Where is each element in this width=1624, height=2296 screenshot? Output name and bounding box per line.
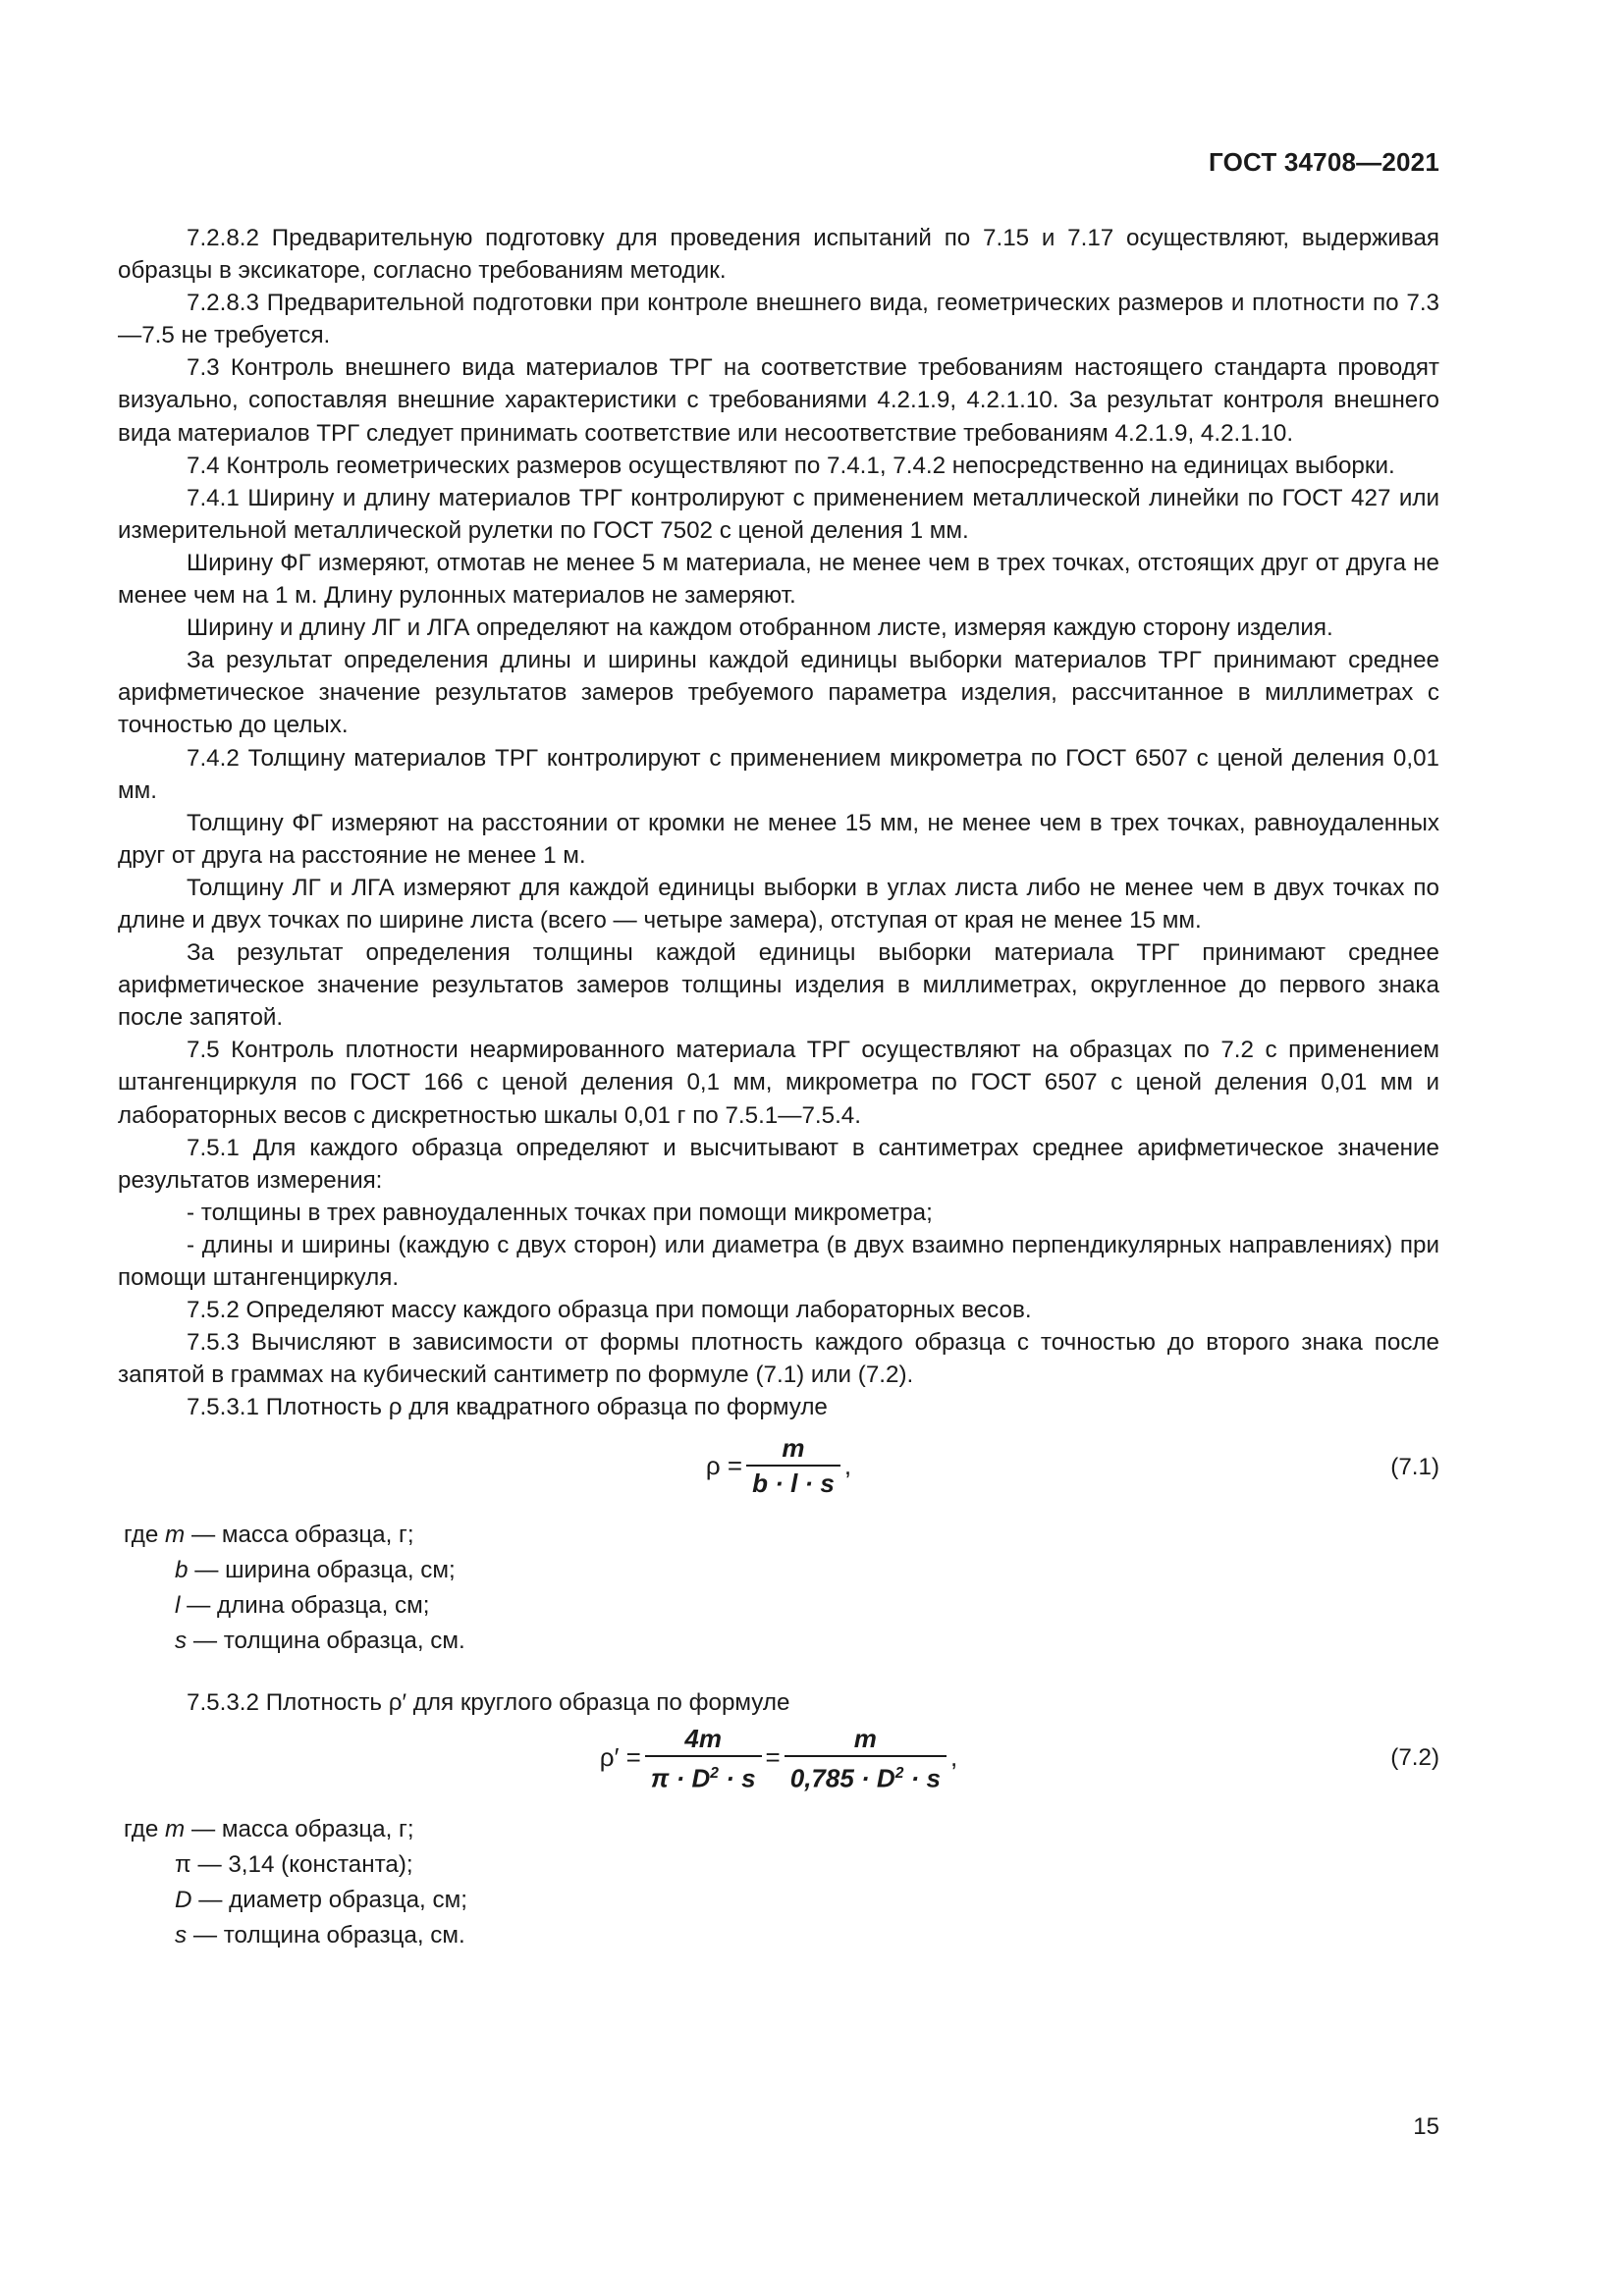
paragraph: 7.3 Контроль внешнего вида материалов ТРГ на соответствие требованиям настоящего стандарта проводят визуально, сопоставляя внешние характеристики с требованиями 4.2.1.9, 4.2.1.10. За результат контроля внешнего вида материалов ТРГ следует принимать соответствие или несоответствие требованиям 4.2.1.9, 4.2.1.10. <box>118 354 1439 447</box>
legend-desc: — масса образца, г; <box>190 1522 414 1549</box>
legend-desc: — 3,14 (константа); <box>197 1850 413 1878</box>
document-header-id: ГОСТ 34708—2021 <box>1209 147 1439 177</box>
paragraph: 7.4.2 Толщину материалов ТРГ контролируют с применением микрометра по ГОСТ 6507 с ценой деления 0,01 мм. <box>118 744 1439 804</box>
legend-7-2 <box>118 1812 1439 1953</box>
paragraph: 7.5.2 Определяют массу каждого образца при помощи лабораторных весов. <box>187 1297 1032 1324</box>
legend-symbol: D <box>175 1886 192 1913</box>
formula-lhs: ρ′ = <box>599 1742 641 1773</box>
formula-trail: , <box>843 1450 852 1480</box>
legend-row <box>118 1553 1439 1588</box>
legend-symbol: m <box>165 1815 186 1842</box>
legend-row <box>118 1624 1439 1659</box>
paragraph: 7.4 Контроль геометрических размеров осуществляют по 7.4.1, 7.4.2 непосредственно на единицах выборки. <box>187 452 1395 479</box>
legend-desc: — длина образца, см; <box>187 1592 430 1620</box>
legend-row <box>118 1918 1439 1953</box>
legend-symbol: l <box>175 1592 181 1620</box>
formula-body <box>118 1431 1439 1500</box>
legend-desc: — масса образца, г; <box>190 1815 414 1842</box>
legend-symbol: s <box>175 1628 188 1655</box>
formula-equals: = <box>765 1742 781 1773</box>
formula-body <box>118 1722 1439 1795</box>
legend-row <box>118 1883 1439 1918</box>
legend-symbol: b <box>175 1557 189 1584</box>
legend-lead: где <box>124 1815 159 1842</box>
formula-7-1 <box>118 1431 1439 1512</box>
equation-number: (7.2) <box>1390 1743 1439 1771</box>
legend-desc: — диаметр образца, см; <box>198 1886 467 1913</box>
equation-number: (7.1) <box>1390 1454 1439 1481</box>
denominator: $0,785 \cdot D^2 \cdot s$ <box>785 1755 947 1795</box>
list-item: - длины и ширины (каждую с двух сторон) или диаметра (в двух взаимно перпендикулярных направлениях) при помощи штангенциркуля. <box>118 1231 1439 1291</box>
numerator: m <box>782 1433 805 1464</box>
denominator: $\pi \cdot D^2 \cdot s$ <box>645 1755 762 1795</box>
legend-desc: — ширина образца, см; <box>194 1557 456 1584</box>
denominator: b · l · s <box>746 1465 840 1500</box>
paragraph: Ширину ФГ измеряют, отмотав не менее 5 м материала, не менее чем в трех точках, отстоящих друг от друга не менее чем на 1 м. Длину рулонных материалов не замеряют. <box>118 549 1439 610</box>
legend-desc: — толщина образца, см. <box>192 1628 465 1655</box>
paragraph: 7.2.8.3 Предварительной подготовки при контроле внешнего вида, геометрических размеров и плотности по 7.3—7.5 не требуется. <box>118 290 1439 349</box>
paragraph: 7.5.3.1 Плотность ρ для квадратного образца по формуле <box>187 1394 828 1421</box>
legend-desc: — толщина образца, см. <box>192 1921 465 1949</box>
legend-row <box>118 1518 1439 1553</box>
fraction <box>746 1431 840 1500</box>
paragraph: 7.5 Контроль плотности неармированного материала ТРГ осуществляют на образцах по 7.2 с применением штангенциркуля по ГОСТ 166 с ценой деления 0,1 мм, микрометра по ГОСТ 6507 с ценой деления 0,01 мм и лабораторных весов с дискретностью шкалы 0,01 г по 7.5.1—7.5.4. <box>118 1037 1439 1129</box>
legend-symbol: s <box>175 1921 188 1949</box>
legend-row <box>118 1812 1439 1847</box>
paragraph: Толщину ЛГ и ЛГА измеряют для каждой единицы выборки в углах листа либо не менее чем в двух точках по длине и двух точках по ширине листа (всего — четыре замера), отступая от края не менее 15 мм. <box>118 874 1439 934</box>
formula-trail: , <box>949 1742 958 1773</box>
formula-7-2 <box>118 1722 1439 1806</box>
paragraph: 7.2.8.2 Предварительную подготовку для проведения испытаний по 7.15 и 7.17 осуществляют, выдерживая образцы в эксикаторе, согласно требованиям методик. <box>118 225 1439 285</box>
paragraph: Толщину ФГ измеряют на расстоянии от кромки не менее 15 мм, не менее чем в трех точках, равноудаленных друг от друга на расстояние не менее 1 м. <box>118 809 1439 869</box>
fraction <box>785 1722 947 1795</box>
paragraph: 7.5.3.2 Плотность ρ′ для круглого образца по формуле <box>187 1689 790 1717</box>
formula-lhs: ρ = <box>705 1450 743 1480</box>
paragraph: За результат определения толщины каждой единицы выборки материала ТРГ принимают среднее арифметическое значение результатов замеров толщины изделия в миллиметрах, округленное до первого знака после запятой. <box>118 939 1439 1032</box>
numerator: m <box>853 1723 877 1753</box>
list-item: - толщины в трех равноудаленных точках при помощи микрометра; <box>187 1199 933 1226</box>
paragraph: 7.5.1 Для каждого образца определяют и высчитывают в сантиметрах среднее арифметическое значение результатов измерения: <box>118 1134 1439 1194</box>
legend-row <box>118 1847 1439 1883</box>
fraction <box>645 1722 762 1795</box>
legend-lead: где <box>124 1522 159 1549</box>
page-content <box>118 222 1439 1953</box>
paragraph: 7.4.1 Ширину и длину материалов ТРГ контролируют с применением металлической линейки по ГОСТ 427 или измерительной металлической рулетки по ГОСТ 7502 с ценой деления 1 мм. <box>118 484 1439 544</box>
paragraph: 7.5.3 Вычисляют в зависимости от формы плотность каждого образца с точностью до второго знака после запятой в граммах на кубический сантиметр по формуле (7.1) или (7.2). <box>118 1329 1439 1389</box>
numerator: 4m <box>684 1723 722 1753</box>
paragraph: За результат определения длины и ширины каждой единицы выборки материалов ТРГ принимают среднее арифметическое значение результатов замеров требуемого параметра изделия, рассчитанное в миллиметрах с точностью до целых. <box>118 647 1439 739</box>
paragraph: Ширину и длину ЛГ и ЛГА определяют на каждом отобранном листе, измеряя каждую сторону изделия. <box>187 614 1333 642</box>
legend-7-1 <box>118 1518 1439 1659</box>
legend-row <box>118 1588 1439 1624</box>
legend-symbol: π <box>175 1850 191 1878</box>
legend-symbol: m <box>165 1522 186 1549</box>
page-number: 15 <box>1413 2113 1439 2140</box>
